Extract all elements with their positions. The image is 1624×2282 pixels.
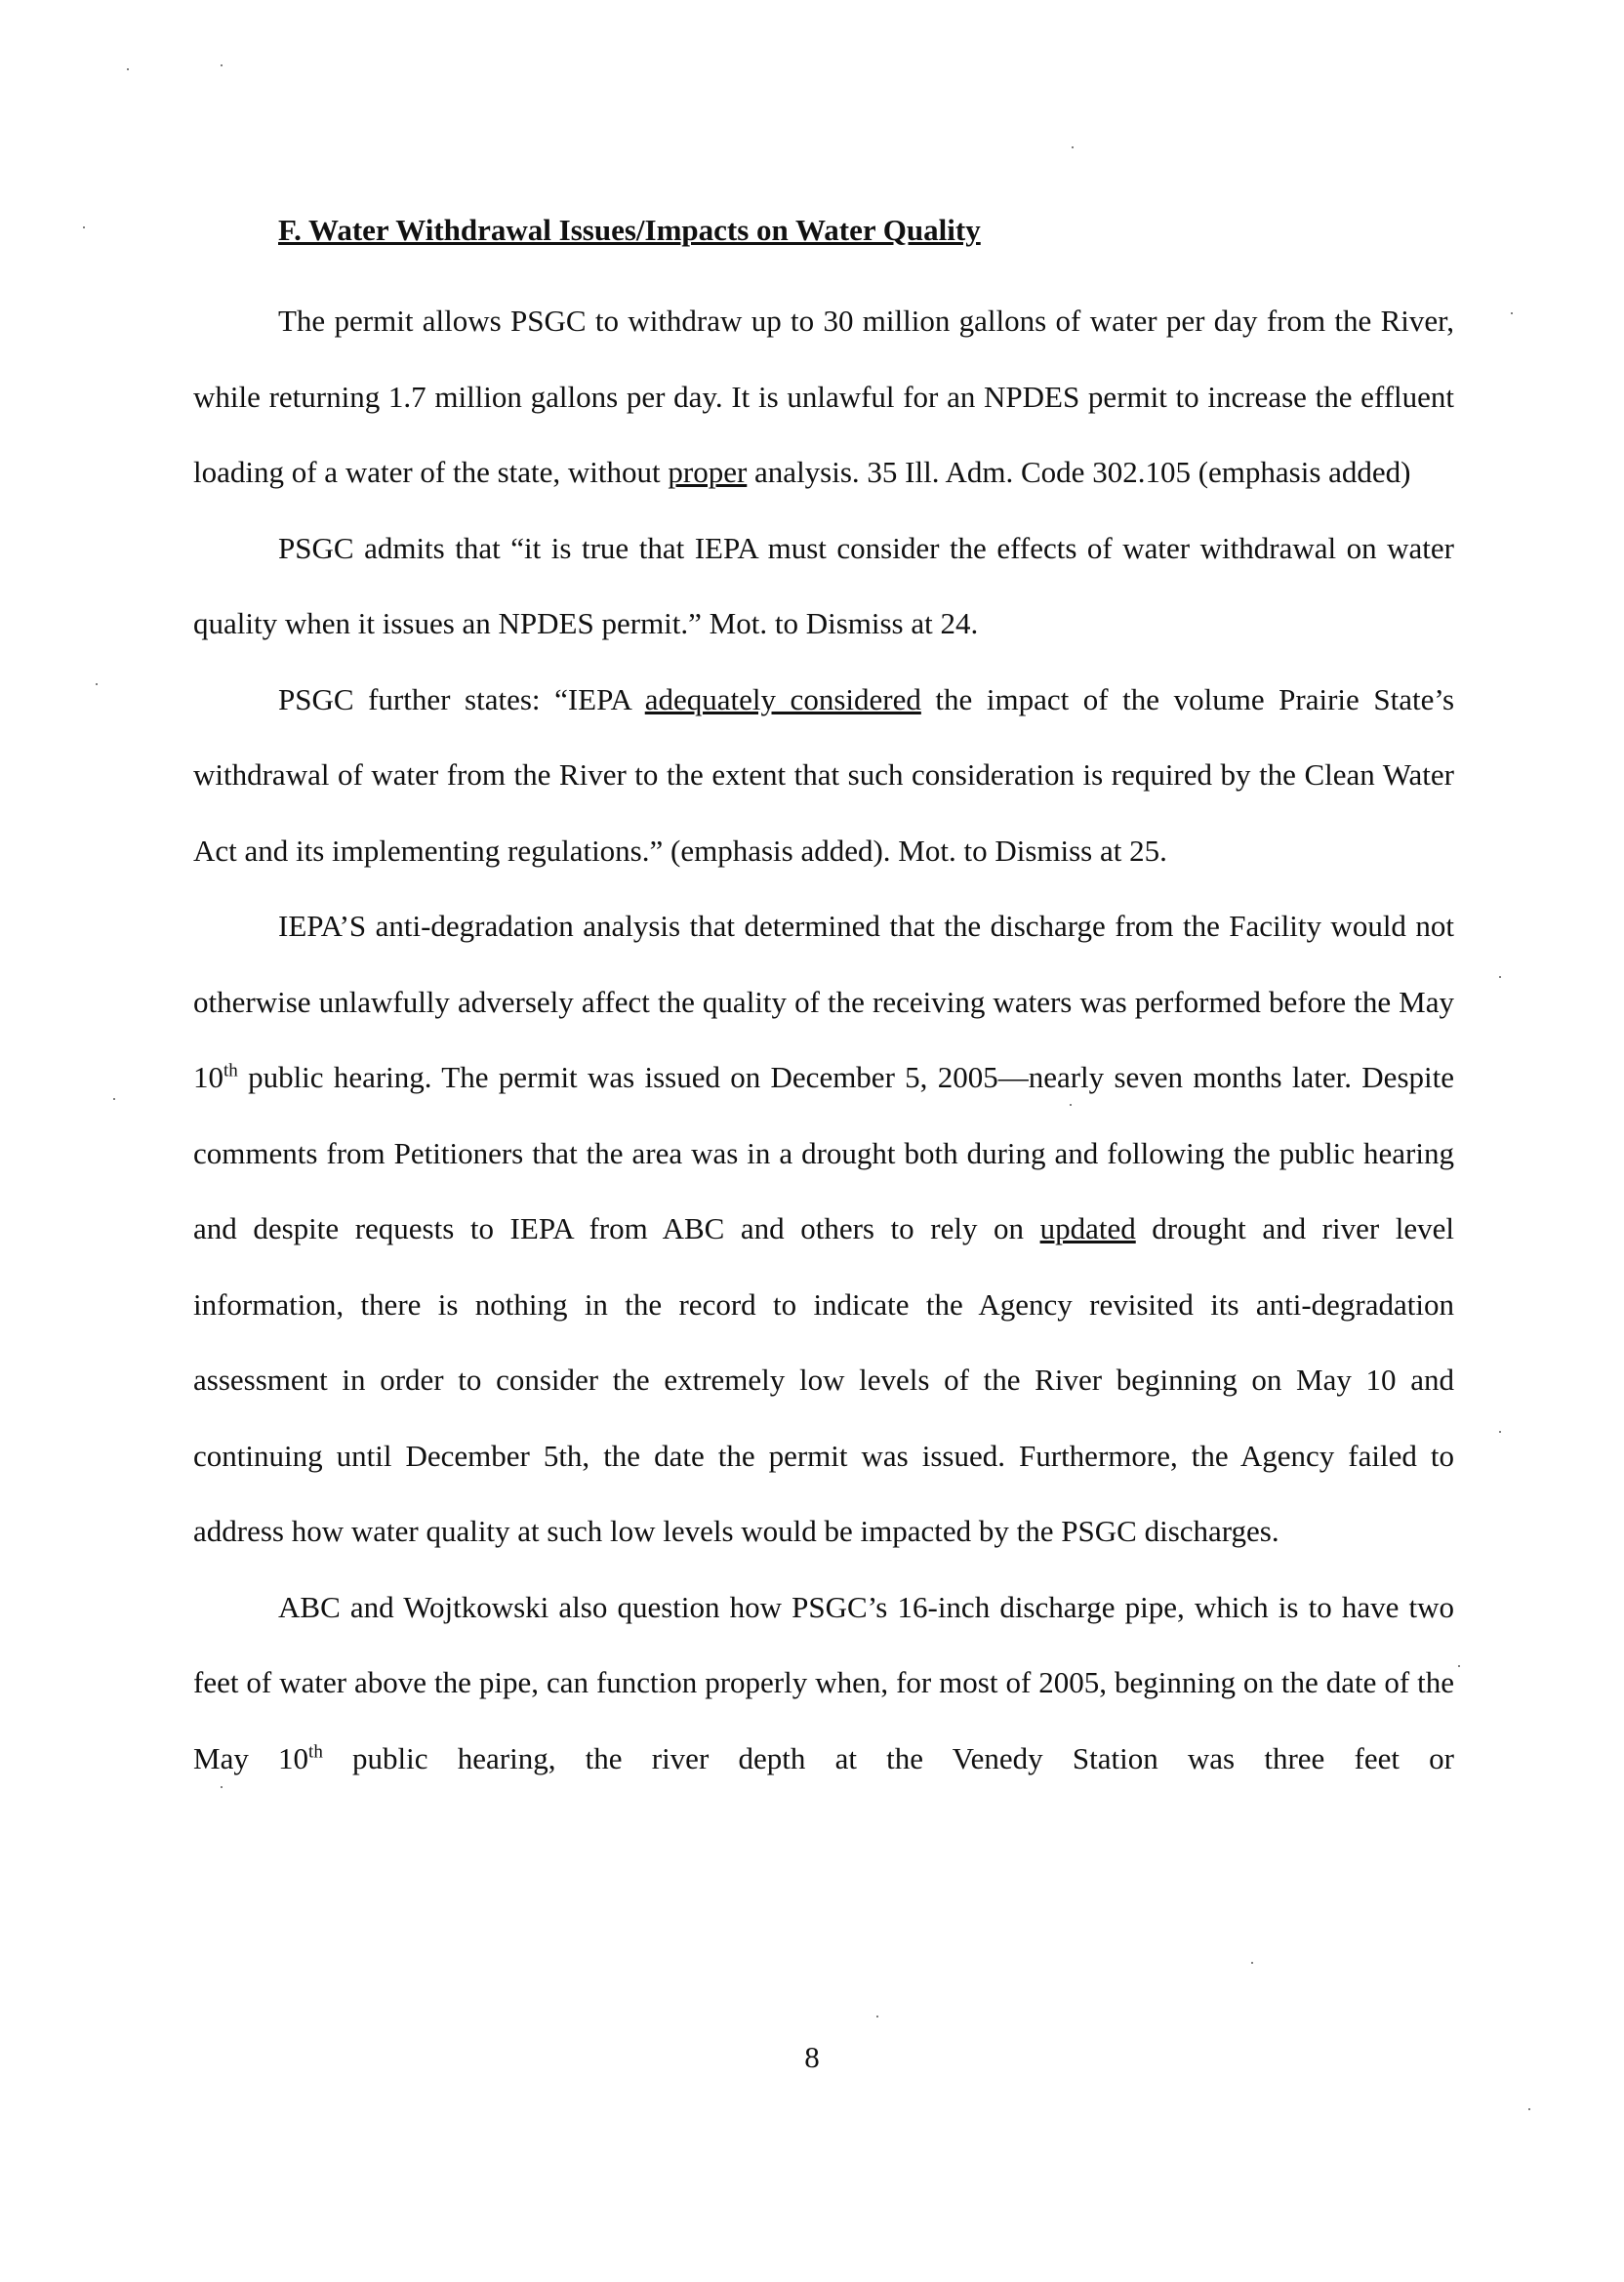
- paragraph-text: drought and river level information, there is nothing in the record to indicate the Agency revisited its anti-degradation assessment in order to consider the extremely low levels of the River beginning on May 10 and continuing until December 5th, the date the permit was issued. Furthermore, the Agency failed to address how water quality at such low levels would be impacted by the PSGC discharges.: [193, 1211, 1454, 1548]
- paragraph-text: analysis. 35 Ill. Adm. Code 302.105 (emphasis added): [747, 455, 1411, 489]
- paragraph-text: ABC and Wojtkowski also question how PSGC’s 16-inch discharge pipe, which is to have two feet of water above the pipe, can function properly when, for most of 2005, beginning on the date of the May 10: [193, 1589, 1454, 1775]
- paragraph-text: public hearing. The permit was issued on December 5, 2005—nearly seven months later. Despite comments from Petitioners that the area was in a drought both during and following the public hearing and despite requests to IEPA from ABC and others to rely on: [193, 1060, 1454, 1245]
- document-body: [193, 283, 1454, 1796]
- paragraph-text: the impact of the volume Prairie State’s withdrawal of water from the River to the extent that such consideration is required by the Clean Water Act and its implementing regulations.” (emphasis added). Mot. to Dismiss at 25.: [193, 681, 1455, 868]
- scan-speck: [1511, 312, 1513, 314]
- scan-speck: [1528, 2108, 1530, 2110]
- superscript: th: [308, 1741, 323, 1763]
- underlined-text: proper: [668, 455, 748, 489]
- scan-speck: [221, 1786, 223, 1788]
- scan-speck: [1072, 146, 1074, 148]
- scan-speck: [1499, 1431, 1501, 1433]
- scan-speck: [83, 226, 85, 228]
- scan-speck: [876, 2016, 878, 2017]
- superscript: th: [223, 1060, 238, 1081]
- scan-speck: [1499, 976, 1501, 978]
- scan-speck: [1458, 1665, 1460, 1667]
- scan-speck: [1070, 1104, 1072, 1106]
- scan-speck: [96, 683, 98, 685]
- underlined-text: updated: [1039, 1211, 1136, 1245]
- paragraph-discharge-pipe: [193, 1569, 1454, 1797]
- paragraph-permit-withdrawal: [193, 283, 1454, 510]
- page-number: 8: [804, 2040, 820, 2074]
- paragraph-text: PSGC admits that “it is true that IEPA must consider the effects of water withdrawal on water quality when it issues an NPDES permit.” Mot. to Dismiss at 24.: [193, 530, 1454, 640]
- scan-speck: [113, 1098, 115, 1100]
- section-heading: F. Water Withdrawal Issues/Impacts on Water Quality: [278, 213, 981, 247]
- scan-speck: [1251, 1962, 1253, 1964]
- scan-speck: [127, 68, 129, 70]
- paragraph-text: IEPA’S anti-degradation analysis that determined that the discharge from the Facility would not otherwise unlawfully adversely affect the quality of the receiving waters was performed before the May 10: [193, 909, 1454, 1094]
- paragraph-text: The permit allows PSGC to withdraw up to 30 million gallons of water per day from the River, while returning 1.7 million gallons per day. It is unlawful for an NPDES permit to increase the effluent loading of a water of the state, without: [193, 304, 1454, 489]
- paragraph-psgc-admits: [193, 510, 1454, 662]
- paragraph-anti-degradation: [193, 888, 1454, 1569]
- underlined-text: adequately considered: [644, 681, 921, 716]
- paragraph-text: public hearing, the river depth at the Venedy Station was three feet or: [322, 1740, 1455, 1775]
- scan-speck: [221, 64, 223, 66]
- paragraph-text: PSGC further states: “IEPA: [278, 681, 645, 716]
- paragraph-psgc-states: [193, 662, 1454, 889]
